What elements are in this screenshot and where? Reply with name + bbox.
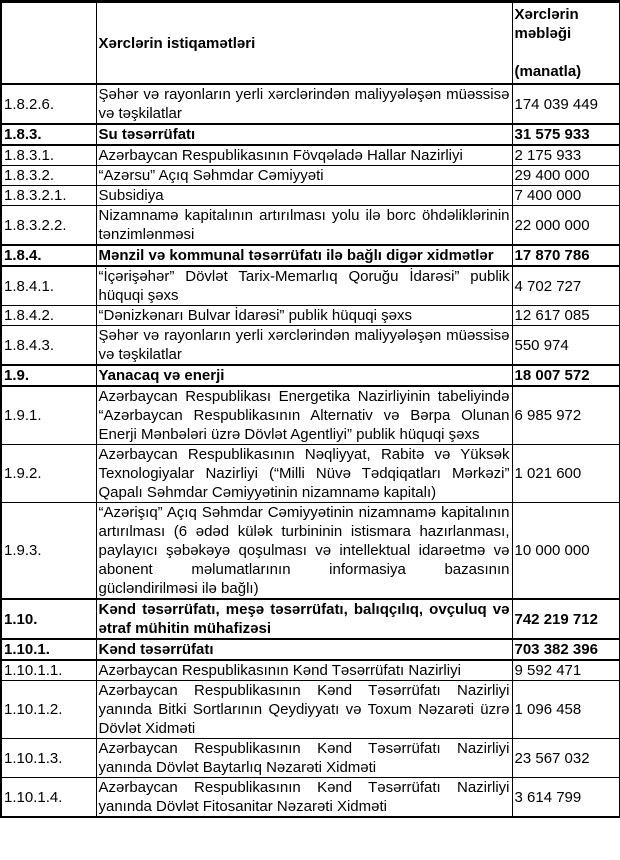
row-code: 1.10.1. <box>1 639 96 660</box>
row-code: 1.9.1. <box>1 386 96 445</box>
row-code: 1.8.3. <box>1 124 96 145</box>
row-description: Su təsərrüfatı <box>96 124 512 145</box>
row-amount: 742 219 712 <box>512 599 620 639</box>
row-description: Yanacaq və enerji <box>96 365 512 386</box>
row-amount: 18 007 572 <box>512 365 620 386</box>
row-code: 1.8.3.1. <box>1 145 96 166</box>
row-code: 1.9.3. <box>1 503 96 600</box>
table-row <box>1 778 620 818</box>
row-amount: 12 617 085 <box>512 306 620 326</box>
row-description: Azərbaycan Respublikasının Fövqəladə Hallar Nazirliyi <box>96 145 512 166</box>
table-row <box>1 365 620 386</box>
row-amount: 9 592 471 <box>512 660 620 681</box>
header-directions-cell: Xərclərin istiqamətləri <box>96 2 512 85</box>
row-description: Azərbaycan Respublikasının Nəqliyyat, Rabitə və Yüksək Texnologiyalar Nazirliyi (“Milli Nüvə Tədqiqatları Mərkəzi” Qapalı Səhmdar Cəmiyyətinin nizamnamə kapitalı) <box>96 445 512 503</box>
table-row <box>1 445 620 503</box>
row-amount: 1 021 600 <box>512 445 620 503</box>
row-amount: 10 000 000 <box>512 503 620 600</box>
row-amount: 1 096 458 <box>512 681 620 739</box>
row-description: Mənzil və kommunal təsərrüfatı ilə bağlı digər xidmətlər <box>96 245 512 266</box>
row-code: 1.8.4. <box>1 245 96 266</box>
table-row <box>1 186 620 206</box>
row-amount: 29 400 000 <box>512 166 620 186</box>
row-description: Azərbaycan Respublikasının Kənd Təsərrüfatı Nazirliyi <box>96 660 512 681</box>
row-description: Şəhər və rayonların yerli xərclərindən maliyyələşən müəssisə və təşkilatlar <box>96 84 512 124</box>
row-code: 1.8.3.2.1. <box>1 186 96 206</box>
row-description: Kənd təsərrüfatı <box>96 639 512 660</box>
row-description: Azərbaycan Respublikası Energetika Nazirliyinin tabeliyində “Azərbaycan Respublikasının Alternativ və Bərpa Olunan Enerji Mənbələri üzrə Dövlət Agentliyi” publik hüquqi şəxs <box>96 386 512 445</box>
row-amount: 6 985 972 <box>512 386 620 445</box>
table-row <box>1 503 620 600</box>
row-description: Nizamnamə kapitalının artırılması yolu ilə borc öhdəliklərinin tənzimlənməsi <box>96 206 512 246</box>
row-description: Azərbaycan Respublikasının Kənd Təsərrüfatı Nazirliyi yanında Bitki Sortlarının Qeydiyyatı və Toxum Nəzarəti üzrə Dövlət Xidməti <box>96 681 512 739</box>
row-description: Şəhər və rayonların yerli xərclərindən maliyyələşən müəssisə və təşkilatlar <box>96 326 512 366</box>
row-amount: 17 870 786 <box>512 245 620 266</box>
table-row <box>1 245 620 266</box>
header-amount-title: Xərclərin məbləği <box>514 6 579 42</box>
row-amount: 174 039 449 <box>512 84 620 124</box>
row-amount: 3 614 799 <box>512 778 620 818</box>
table-header-row <box>1 2 620 85</box>
table-row <box>1 266 620 306</box>
table-row <box>1 124 620 145</box>
row-code: 1.8.4.2. <box>1 306 96 326</box>
row-code: 1.8.4.3. <box>1 326 96 366</box>
row-code: 1.10.1.2. <box>1 681 96 739</box>
row-amount: 2 175 933 <box>512 145 620 166</box>
row-code: 1.8.2.6. <box>1 84 96 124</box>
row-code: 1.8.4.1. <box>1 266 96 306</box>
table-row <box>1 681 620 739</box>
header-amount-cell <box>512 2 620 85</box>
row-amount: 7 400 000 <box>512 186 620 206</box>
row-amount: 22 000 000 <box>512 206 620 246</box>
row-code: 1.10.1.3. <box>1 739 96 778</box>
table-row <box>1 739 620 778</box>
row-code: 1.9.2. <box>1 445 96 503</box>
table-row <box>1 660 620 681</box>
row-code: 1.10.1.4. <box>1 778 96 818</box>
header-amount-gap <box>515 43 618 62</box>
table-row <box>1 326 620 366</box>
row-description: Kənd təsərrüfatı, meşə təsərrüfatı, balıqçılıq, ovçuluq və ətraf mühitin mühafizəsi <box>96 599 512 639</box>
row-description: “Azərişıq” Açıq Səhmdar Cəmiyyətinin nizamnamə kapitalının artırılması (6 ədəd külək turbininin istismara hazırlanması, paylayıcı şəbəkəyə qoşulması və intellektual idarəetmə və abonent məlumatlarının informasiya bazasının gücləndirilməsi ilə bağlı) <box>96 503 512 600</box>
row-amount: 4 702 727 <box>512 266 620 306</box>
row-description: “Azərsu” Açıq Səhmdar Cəmiyyəti <box>96 166 512 186</box>
row-description: “İçərişəhər” Dövlət Tarix-Memarlıq Qoruğu İdarəsi” publik hüquqi şəxs <box>96 266 512 306</box>
row-code: 1.8.3.2. <box>1 166 96 186</box>
table-row <box>1 84 620 124</box>
header-amount-unit: (manatla) <box>514 63 582 80</box>
row-amount: 31 575 933 <box>512 124 620 145</box>
table-body <box>1 84 620 817</box>
row-amount: 703 382 396 <box>512 639 620 660</box>
row-description: Azərbaycan Respublikasının Kənd Təsərrüfatı Nazirliyi yanında Dövlət Fitosanitar Nəzarəti Xidməti <box>96 778 512 818</box>
table-row <box>1 639 620 660</box>
row-code: 1.10.1.1. <box>1 660 96 681</box>
header-code-cell <box>1 2 96 85</box>
row-amount: 550 974 <box>512 326 620 366</box>
row-amount: 23 567 032 <box>512 739 620 778</box>
row-code: 1.10. <box>1 599 96 639</box>
row-code: 1.9. <box>1 365 96 386</box>
row-description: Azərbaycan Respublikasının Kənd Təsərrüfatı Nazirliyi yanında Dövlət Baytarlıq Nəzarəti Xidməti <box>96 739 512 778</box>
row-description: “Dənizkənarı Bulvar İdarəsi” publik hüquqi şəxs <box>96 306 512 326</box>
table-row <box>1 306 620 326</box>
table-row <box>1 206 620 246</box>
row-code: 1.8.3.2.2. <box>1 206 96 246</box>
table-row <box>1 145 620 166</box>
table-row <box>1 599 620 639</box>
table-row <box>1 386 620 445</box>
row-description: Subsidiya <box>96 186 512 206</box>
table-row <box>1 166 620 186</box>
